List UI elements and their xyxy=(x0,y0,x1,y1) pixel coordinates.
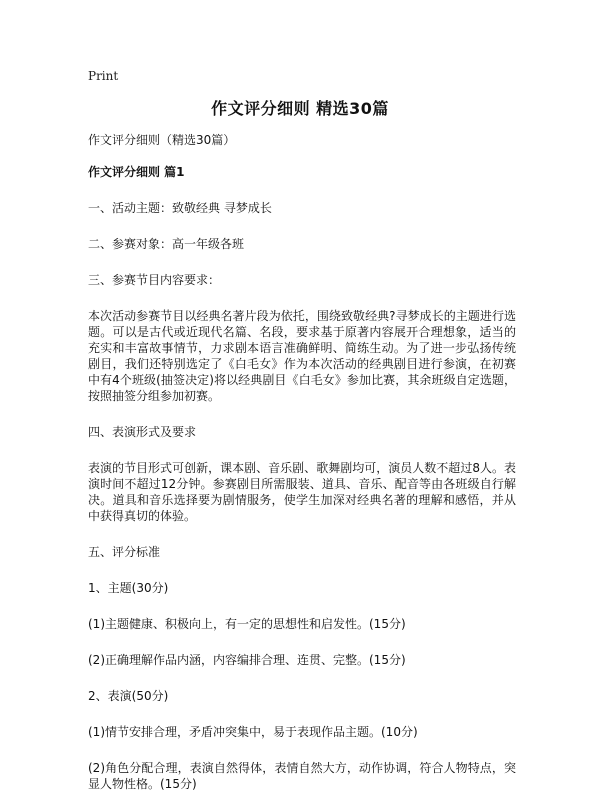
page-title: 作文评分细则 精选30篇 xyxy=(211,99,389,118)
content-requirements-heading: 三、参赛节目内容要求： xyxy=(88,273,221,287)
performance-form-paragraph: 表演的节目形式可创新，课本剧、音乐剧、歌舞剧均可，演员人数不超过8人。表演时间不超过12分钟。参赛剧目所需服装、道具、音乐、配音等由各班级自行解决。道具和音乐选择要为剧情服务，使学生加深对经典名著的理解和感悟，并从中获得真切的体验。 xyxy=(88,461,516,523)
content-requirements-paragraph: 本次活动参赛节目以经典名著片段为依托，围绕致敬经典?寻梦成长的主题进行选题。可以是古代或近现代名篇、名段，要求基于原著内容展开合理想象，适当的充实和丰富故事情节，力求剧本语言准确鲜明、简练生动。为了进一步弘扬传统剧目，我们还特别选定了《白毛女》作为本次活动的经典剧目进行参演，在初赛中有4个班级(抽签决定)将以经典剧目《白毛女》参加比赛，其余班级自定选题，按照抽签分组参加初赛。 xyxy=(88,309,516,403)
performance-score-item-1: (1)情节安排合理，矛盾冲突集中，易于表现作品主题。(10分) xyxy=(88,725,418,739)
participants-line: 二、参赛对象：高一年级各班 xyxy=(88,237,245,251)
document-body xyxy=(88,132,516,792)
theme-score-heading: 1、主题(30分) xyxy=(88,581,169,595)
theme-score-item-1: (1)主题健康、积极向上，有一定的思想性和启发性。(15分) xyxy=(88,617,406,631)
performance-score-heading: 2、表演(50分) xyxy=(88,689,169,703)
print-link[interactable]: Print xyxy=(88,69,119,83)
theme-score-item-2: (2)正确理解作品内涵，内容编排合理、连贯、完整。(15分) xyxy=(88,653,406,667)
scoring-criteria-heading: 五、评分标准 xyxy=(88,545,161,559)
section-heading: 作文评分细则 篇1 xyxy=(88,165,185,179)
activity-theme-line: 一、活动主题：致敬经典 寻梦成长 xyxy=(88,201,272,215)
performance-form-heading: 四、表演形式及要求 xyxy=(88,425,197,439)
performance-score-item-2: (2)角色分配合理，表演自然得体，表情自然大方，动作协调，符合人物特点，突显人物性格。(15分) xyxy=(88,761,516,791)
document-subtitle: 作文评分细则（精选30篇） xyxy=(88,133,236,147)
